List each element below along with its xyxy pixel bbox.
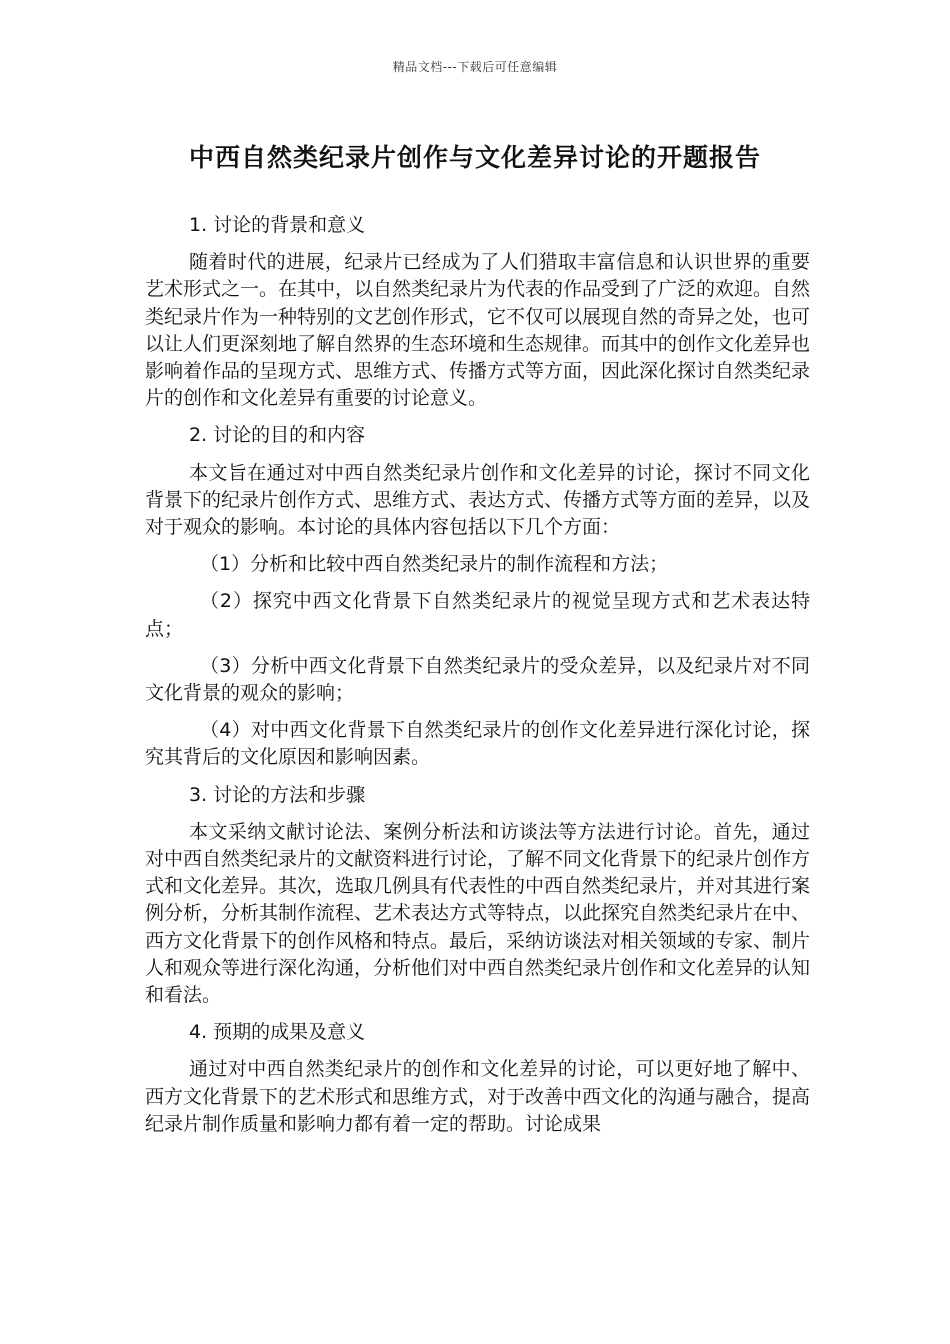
section-1-heading: 1. 讨论的背景和意义 [189,214,366,236]
section-4-paragraph: 通过对中西自然类纪录片的创作和文化差异的讨论，可以更好地了解中、西方文化背景下的艺术形式和思维方式，对于改善中西文化的沟通与融合，提高纪录片制作质量和影响力都有着一定的帮助。讨论成果 [145,1058,811,1135]
section-4-heading: 4. 预期的成果及意义 [189,1021,366,1044]
section-2-heading: 2. 讨论的目的和内容 [189,424,366,447]
document-title: 中西自然类纪录片创作与文化差异讨论的开题报告 [188,143,761,172]
section-2-item-1: （1）分析和比较中西自然类纪录片的制作流程和方法； [200,553,669,576]
section-2-item-3: （3）分析中西文化背景下自然类纪录片的受众差异，以及纪录片对不同文化背景的观众的影响； [145,654,810,705]
section-3-paragraph: 本文采纳文献讨论法、案例分析法和访谈法等方法进行讨论。首先，通过对中西自然类纪录片的文献资料进行讨论，了解不同文化背景下的纪录片创作方式和文化差异。其次，选取几例具有代表性的中西自然类纪录片，并对其进行案例分析，分析其制作流程、艺术表达方式等特点，以此探究自然类纪录片在中、西方文化背景下的创作风格和特点。最后，采纳访谈法对相关领域的专家、制片人和观众等进行深化沟通，分析他们对中西自然类纪录片创作和文化差异的认知和看法。 [145,820,811,1007]
section-2-item-4: （4）对中西文化背景下自然类纪录片的创作文化差异进行深化讨论，探究其背后的文化原因和影响因素。 [145,719,810,769]
section-2-item-2: （2）探究中西文化背景下自然类纪录片的视觉呈现方式和艺术表达特点； [145,590,810,640]
section-3-heading: 3. 讨论的方法和步骤 [189,783,366,806]
document-body [145,212,810,1138]
section-2-paragraph: 本文旨在通过对中西自然类纪录片创作和文化差异的讨论，探讨不同文化背景下的纪录片创作方式、思维方式、表达方式、传播方式等方面的差异，以及对于观众的影响。本讨论的具体内容包括以下几个方面： [145,461,811,539]
page-header-note: 精品文档---下载后可任意编辑 [392,60,558,74]
section-1-paragraph: 随着时代的进展，纪录片已经成为了人们猎取丰富信息和认识世界的重要艺术形式之一。在其中，以自然类纪录片为代表的作品受到了广泛的欢迎。自然类纪录片作为一种特别的文艺创作形式，它不仅可以展现自然的奇异之处，也可以让人们更深刻地了解自然界的生态环境和生态规律。而其中的创作文化差异也影响着作品的呈现方式、思维方式、传播方式等方面，因此深化探讨自然类纪录片的创作和文化差异有重要的讨论意义。 [145,251,811,410]
